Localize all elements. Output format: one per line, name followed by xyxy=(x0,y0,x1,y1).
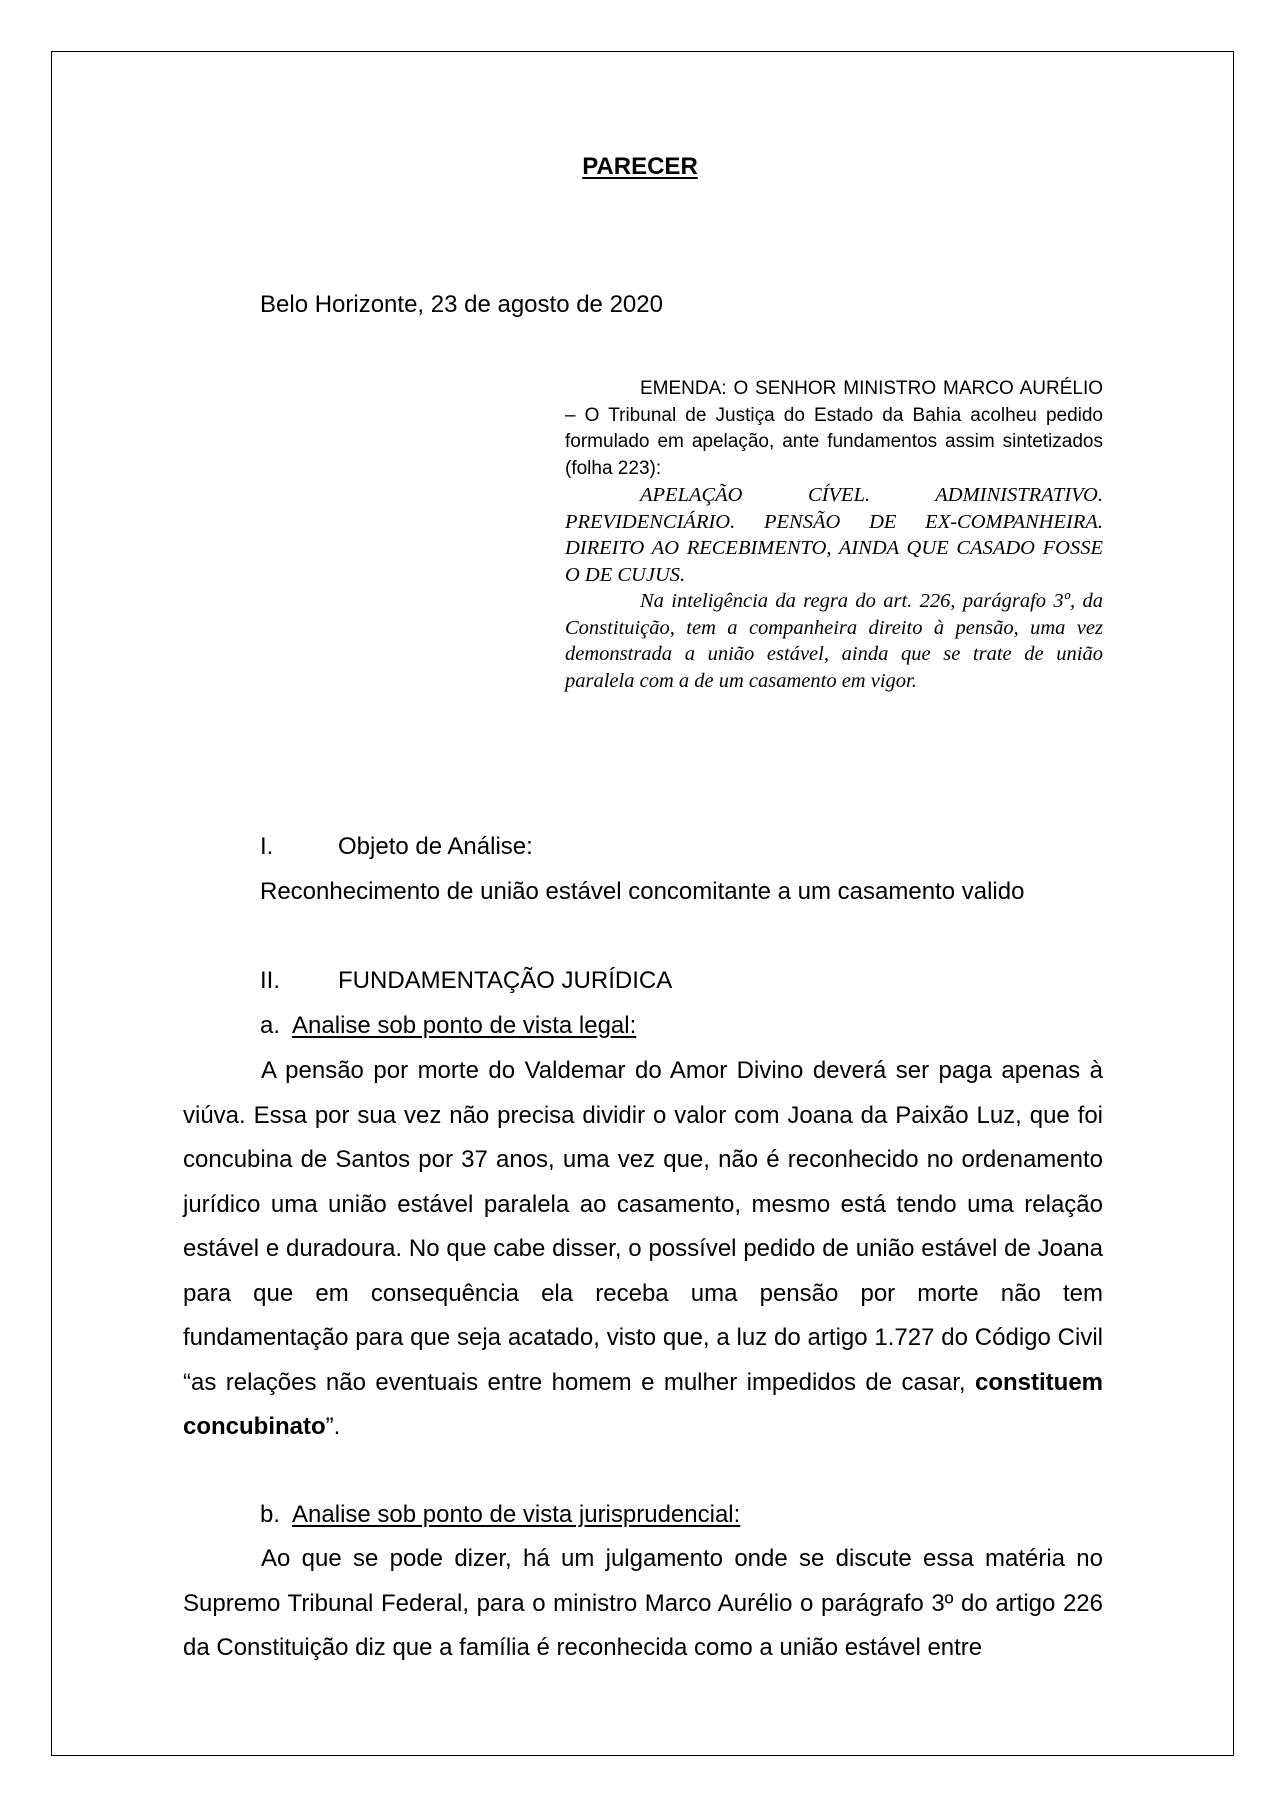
subsection-a-title: Analise sob ponto de vista legal: xyxy=(292,1012,637,1039)
section-1-text: Reconhecimento de união estável concomitante a um casamento valido xyxy=(260,878,1025,905)
subsection-a-paragraph xyxy=(183,1049,1103,1450)
subsection-b-title: Analise sob ponto de vista jurisprudencial: xyxy=(292,1501,741,1528)
subsection-b-paragraph: Ao que se pode dizer, há um julgamento onde se discute essa matéria no Supremo Tribunal Federal, para o ministro Marco Aurélio o parágrafo 3º do artigo 226 da Constituição diz que a família é reconhecida como a união estável entre xyxy=(183,1545,1103,1661)
epigraph-ementa-heading: APELAÇÃO CÍVEL. ADMINISTRATIVO. PREVIDENCIÁRIO. PENSÃO DE EX-COMPANHEIRA. DIREITO AO RECEBIMENTO, AINDA QUE CASADO FOSSE O DE CUJUS. xyxy=(565,484,1103,586)
section-2-number: II. xyxy=(260,967,281,994)
section-1-title: Objeto de Análise: xyxy=(338,833,533,860)
subsection-a-heading xyxy=(260,1012,636,1040)
paragraph-a-text: A pensão por morte do Valdemar do Amor Divino deverá ser paga apenas à viúva. Essa por sua vez não precisa dividir o valor com Joana da Paixão Luz, que foi concubina de Santos por 37 anos, uma vez que, não é reconhecido no ordenamento jurídico uma união estável paralela ao casamento, mesmo está tendo uma relação estável e duradoura. No que cabe disser, o possível pedido de união estável de Joana para que em consequência ela receba uma pensão por morte não tem fundamentação para que seja acatado, visto que, a luz do artigo 1.727 do Código Civil “as relações não eventuais entre homem e mulher impedidos de casar, xyxy=(183,1057,1103,1396)
subsection-a-letter: a. xyxy=(260,1012,281,1039)
epigraph-intro: EMENDA: O SENHOR MINISTRO MARCO AURÉLIO – O Tribunal de Justiça do Estado da Bahia acolheu pedido formulado em apelação, ante fundamentos assim sintetizados (folha 223): xyxy=(565,378,1103,479)
paragraph-a-closing: ”. xyxy=(325,1413,341,1440)
section-1-number: I. xyxy=(260,833,274,860)
section-2-title: FUNDAMENTAÇÃO JURÍDICA xyxy=(338,967,673,994)
subsection-b-letter: b. xyxy=(260,1501,281,1528)
date-line: Belo Horizonte, 23 de agosto de 2020 xyxy=(260,291,663,318)
epigraph-ementa-body: Na inteligência da regra do art. 226, parágrafo 3º, da Constituição, tem a companheira direito à pensão, uma vez demonstrada a união estável, ainda que se trate de união paralela com a de um casamento em vigor. xyxy=(565,590,1103,692)
paragraph-a-bold-text: constituem concubinato xyxy=(183,1368,1103,1440)
document-title: PARECER xyxy=(582,153,698,180)
subsection-b-heading xyxy=(260,1501,740,1529)
epigraph xyxy=(565,376,1103,694)
